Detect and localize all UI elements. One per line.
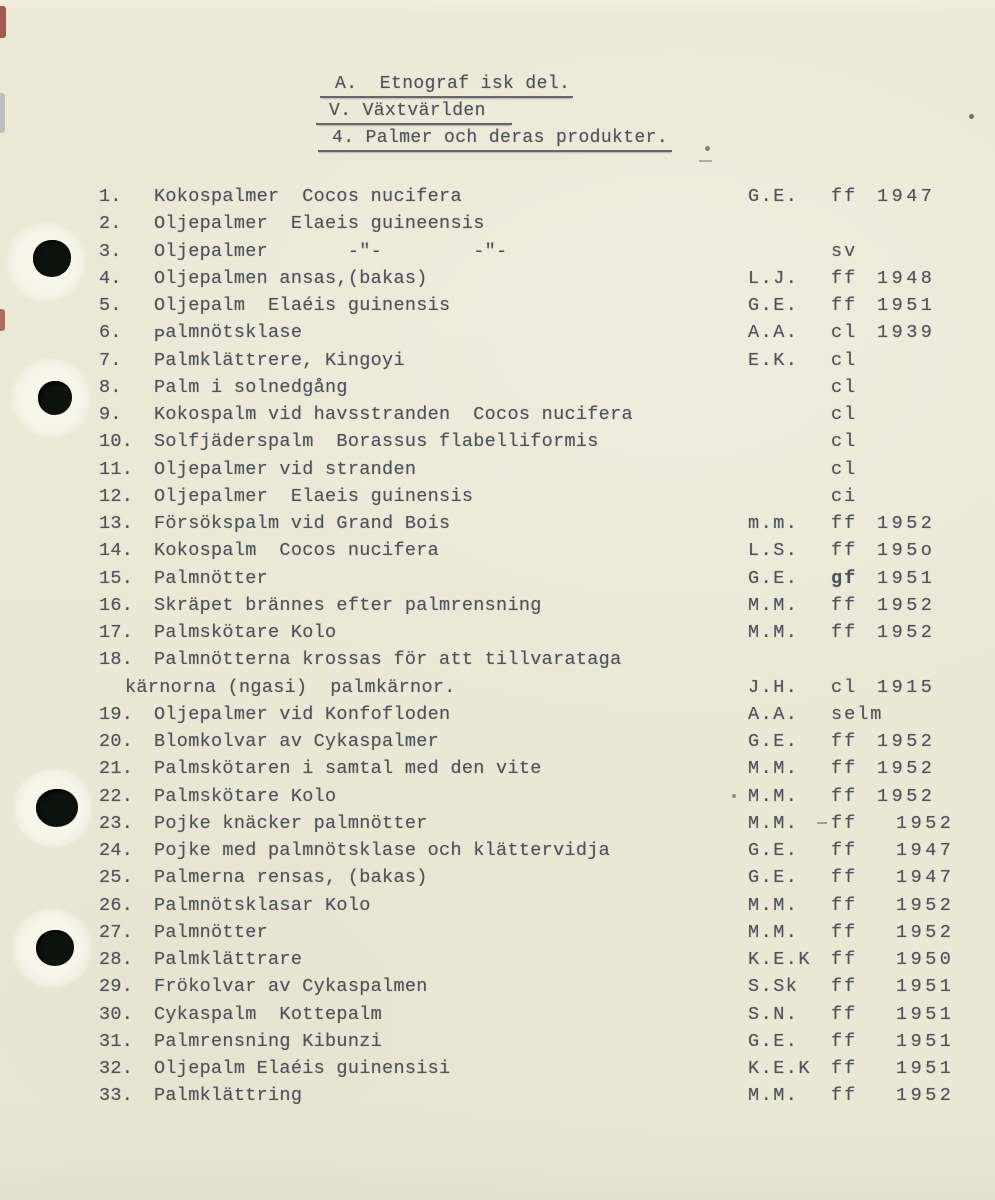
row-photographer-initials: G.E. xyxy=(748,867,799,889)
ink-dash-header-right xyxy=(699,160,712,162)
list-row xyxy=(0,536,995,563)
row-photographer-initials: K.E.K xyxy=(748,1058,812,1079)
row-number: 25. xyxy=(99,867,134,889)
row-format-code: ff xyxy=(831,949,858,970)
row-number: 4. xyxy=(99,267,122,289)
row-number: 32. xyxy=(99,1058,134,1079)
row-description: kärnorna (ngasi) palmkärnor. xyxy=(125,676,456,698)
row-year: 1951 xyxy=(877,567,936,589)
header-category-title: V. Växtvärlden xyxy=(316,101,512,125)
row-description: Oljepalmer Elaeis guinensis xyxy=(154,485,474,507)
row-number: 5. xyxy=(99,295,122,316)
row-number: 17. xyxy=(99,622,134,643)
row-number: 30. xyxy=(99,1003,134,1025)
list-row xyxy=(0,509,995,536)
row-year: 1952 xyxy=(896,812,955,834)
row-description: Cykaspalm Kottepalm xyxy=(154,1003,383,1025)
row-number: 6. xyxy=(99,322,122,344)
row-description: Oljepalm Elaéis guinensisi xyxy=(154,1058,451,1079)
row-photographer-initials: M.M. xyxy=(748,785,799,807)
row-description: Oljepalmen ansas,(bakas) xyxy=(154,267,428,289)
list-row xyxy=(0,645,995,672)
row-photographer-initials: M.M. xyxy=(748,594,799,616)
row-number: 14. xyxy=(99,540,134,562)
list-row xyxy=(0,754,995,781)
row-format-code: gf xyxy=(831,567,858,589)
row-photographer-initials: M.M. xyxy=(748,812,799,834)
row-description: Palmklättring xyxy=(154,1085,303,1107)
row-format-code: selm xyxy=(831,703,884,725)
row-format-code: ff xyxy=(831,921,858,943)
row-number: 27. xyxy=(99,921,134,943)
list-row xyxy=(0,945,995,972)
row-description: Oljepalmer Elaeis guineensis xyxy=(154,213,485,235)
list-row xyxy=(0,727,995,754)
row-description: Blomkolvar av Cykaspalmer xyxy=(154,731,440,752)
row-photographer-initials: M.M. xyxy=(748,1085,799,1107)
row-description: Oljepalmer vid stranden xyxy=(154,458,417,480)
edge-mark-red-top xyxy=(0,6,6,38)
row-photographer-initials: G.E. xyxy=(748,731,799,752)
row-photographer-initials: G.E. xyxy=(748,295,799,316)
list-row xyxy=(0,264,995,291)
list-row xyxy=(0,673,995,700)
row-format-code: cl xyxy=(831,322,858,344)
list-row xyxy=(0,618,995,645)
row-number: 29. xyxy=(99,976,134,998)
row-format-code: cl xyxy=(831,349,858,371)
row-description: Oljepalmer vid Konfofloden xyxy=(154,703,451,725)
row-number: 12. xyxy=(99,485,134,507)
row-number: 16. xyxy=(99,594,134,616)
list-row xyxy=(0,318,995,348)
item-list xyxy=(0,182,995,1109)
row-year: 1952 xyxy=(877,513,936,534)
row-number: 15. xyxy=(99,567,134,589)
row-year: 1947 xyxy=(896,867,955,889)
row-description: Palmnötsklase xyxy=(154,322,303,348)
row-photographer-initials: K.E.K xyxy=(748,949,812,970)
row-format-code: ci xyxy=(831,485,858,507)
row-format-code: ff xyxy=(831,540,858,562)
list-row xyxy=(0,427,995,454)
header-line-3 xyxy=(318,128,672,152)
row-number: 21. xyxy=(99,758,134,780)
row-year: 1952 xyxy=(877,758,936,780)
list-row xyxy=(0,209,995,236)
row-format-code: ff xyxy=(831,731,858,752)
row-photographer-initials: m.m. xyxy=(748,513,799,534)
row-year: 1951 xyxy=(896,1058,955,1079)
row-year: 1952 xyxy=(877,785,936,807)
row-format-code: ff xyxy=(831,867,858,889)
row-format-code: ff xyxy=(831,840,858,861)
row-format-code: ff xyxy=(831,976,858,998)
list-row xyxy=(0,564,995,591)
row-photographer-initials: E.K. xyxy=(748,349,799,371)
row-description: Solfjäderspalm Borassus flabelliformis xyxy=(154,431,599,453)
row-description: Pojke knäcker palmnötter xyxy=(154,812,428,834)
row-format-code: ff xyxy=(831,186,858,207)
header-line-1 xyxy=(320,74,573,98)
row-number: 26. xyxy=(99,894,134,916)
row-format-code: ff xyxy=(831,267,858,289)
row-format-code: ff xyxy=(831,1003,858,1025)
row-number: 10. xyxy=(99,431,134,453)
row-description: Oljepalmer -"- -"- xyxy=(154,240,508,262)
row-format-code: ff xyxy=(831,1085,858,1107)
ink-dot-top-right xyxy=(969,114,974,119)
row-description: Försökspalm vid Grand Bois xyxy=(154,513,451,534)
row-description: Pojke med palmnötsklase och klättervidja xyxy=(154,840,611,861)
list-row xyxy=(0,1054,995,1081)
row-year: 1948 xyxy=(877,267,936,289)
row-description: Palmnötter xyxy=(154,921,269,943)
header-section-title: A. Etnograf isk del. xyxy=(320,74,573,98)
list-row xyxy=(0,591,995,618)
list-row xyxy=(0,836,995,863)
row-photographer-initials: L.J. xyxy=(748,267,799,289)
row-number: 2. xyxy=(99,213,122,235)
row-format-code: cl xyxy=(831,676,858,698)
list-row xyxy=(0,1000,995,1027)
list-row xyxy=(0,400,995,427)
row-description: Kokospalm Cocos nucifera xyxy=(154,540,440,562)
row-number: 9. xyxy=(99,404,122,425)
row-description: Palmskötare Kolo xyxy=(154,785,337,807)
row-photographer-initials: J.H. xyxy=(748,676,799,698)
row-year: 1952 xyxy=(877,594,936,616)
list-row xyxy=(0,972,995,999)
row-number: 1. xyxy=(99,186,122,207)
row-number: 33. xyxy=(99,1085,134,1107)
list-row xyxy=(0,346,995,373)
row-number: 31. xyxy=(99,1030,134,1052)
row-format-code: sv xyxy=(831,240,858,262)
row-year: 1947 xyxy=(877,186,936,207)
row-format-code: ff xyxy=(831,758,858,780)
row-description: Palmklättrare xyxy=(154,949,303,970)
row-year: 1950 xyxy=(896,949,955,970)
list-row xyxy=(0,809,995,836)
row-photographer-initials: M.M. xyxy=(748,622,799,643)
row-year: 1951 xyxy=(896,1030,955,1052)
list-row xyxy=(0,455,995,482)
row-format-code: cl xyxy=(831,404,858,425)
list-row xyxy=(0,863,995,890)
row-year: 1951 xyxy=(877,295,936,316)
row-photographer-initials: A.A. xyxy=(748,322,799,344)
row-photographer-initials: A.A. xyxy=(748,703,799,725)
row-year: 1952 xyxy=(877,622,936,643)
row-number: 13. xyxy=(99,513,134,534)
row-year: 1939 xyxy=(877,322,936,344)
list-row xyxy=(0,291,995,318)
header-subcategory-title: 4. Palmer och deras produkter. xyxy=(318,128,672,152)
row-photographer-initials: M.M. xyxy=(748,758,799,780)
row-description: Frökolvar av Cykaspalmen xyxy=(154,976,428,998)
row-photographer-initials: G.E. xyxy=(748,840,799,861)
list-row xyxy=(0,237,995,264)
row-description: Palmnötsklasar Kolo xyxy=(154,894,371,916)
row-format-code: ff xyxy=(831,594,858,616)
row-year: 1951 xyxy=(896,976,955,998)
row-year: 1915 xyxy=(877,676,936,698)
row-description: Kokospalmer Cocos nucifera xyxy=(154,186,462,207)
list-row xyxy=(0,891,995,918)
row-number: 7. xyxy=(99,349,122,371)
row-description: Palmskötaren i samtal med den vite xyxy=(154,758,542,780)
row-description: Palmnötter xyxy=(154,567,269,589)
row-year: 1952 xyxy=(896,894,955,916)
row-year: 1947 xyxy=(896,840,955,861)
row-photographer-initials: M.M. xyxy=(748,921,799,943)
row-number: 22. xyxy=(99,785,134,807)
row-format-code: cl xyxy=(831,458,858,480)
row-format-code: ff xyxy=(831,785,858,807)
row-photographer-initials: M.M. xyxy=(748,894,799,916)
row-year: 1952 xyxy=(896,1085,955,1107)
row-photographer-initials: S.N. xyxy=(748,1003,799,1025)
ink-dot-header-right xyxy=(705,146,710,151)
row-format-code: ff xyxy=(831,812,858,834)
row-number: 28. xyxy=(99,949,134,970)
row-number: 24. xyxy=(99,840,134,861)
row-description: Kokospalm vid havsstranden Cocos nucifera xyxy=(154,404,633,425)
row-format-code: cl xyxy=(831,431,858,453)
row-number: 18. xyxy=(99,649,134,671)
row-photographer-initials: S.Sk xyxy=(748,976,799,998)
header-line-2 xyxy=(316,101,512,125)
edge-mark-gray xyxy=(0,93,5,133)
list-row xyxy=(0,782,995,809)
row-format-code: ff xyxy=(831,1030,858,1052)
row-number: 8. xyxy=(99,376,122,398)
list-row xyxy=(0,1081,995,1108)
row-photographer-initials: G.E. xyxy=(748,567,799,589)
row-description: Palmerna rensas, (bakas) xyxy=(154,867,428,889)
row-year: 1952 xyxy=(896,921,955,943)
row-description: Palm i solnedgång xyxy=(154,376,348,398)
row-description: Palmskötare Kolo xyxy=(154,622,337,643)
list-row xyxy=(0,700,995,727)
row-format-code: ff xyxy=(831,1058,858,1079)
row-number: 3. xyxy=(99,240,122,262)
row-format-code: ff xyxy=(831,295,858,316)
list-row xyxy=(0,1027,995,1054)
row-number: 19. xyxy=(99,703,134,725)
row-description: Skräpet brännes efter palmrensning xyxy=(154,594,542,616)
list-row xyxy=(0,918,995,945)
row-number: 20. xyxy=(99,731,134,752)
row-year: 195o xyxy=(877,540,936,562)
row-description: Palmrensning Kibunzi xyxy=(154,1030,383,1052)
row-format-code: ff xyxy=(831,622,858,643)
row-number: 11. xyxy=(99,458,134,480)
row-year: 1951 xyxy=(896,1003,955,1025)
row-description: Palmnötterna krossas för att tillvarataga xyxy=(154,649,622,671)
list-row xyxy=(0,373,995,400)
list-row xyxy=(0,182,995,209)
row-year: 1952 xyxy=(877,731,936,752)
row-format-code: ff xyxy=(831,894,858,916)
list-row xyxy=(0,482,995,509)
row-photographer-initials: G.E. xyxy=(748,1030,799,1052)
row-format-code: ff xyxy=(831,513,858,534)
row-number: 23. xyxy=(99,812,134,834)
row-photographer-initials: G.E. xyxy=(748,186,799,207)
row-photographer-initials: L.S. xyxy=(748,540,799,562)
row-format-code: cl xyxy=(831,376,858,398)
row-description: Oljepalm Elaéis guinensis xyxy=(154,295,451,316)
row-description: Palmklättrere, Kingoyi xyxy=(154,349,405,371)
